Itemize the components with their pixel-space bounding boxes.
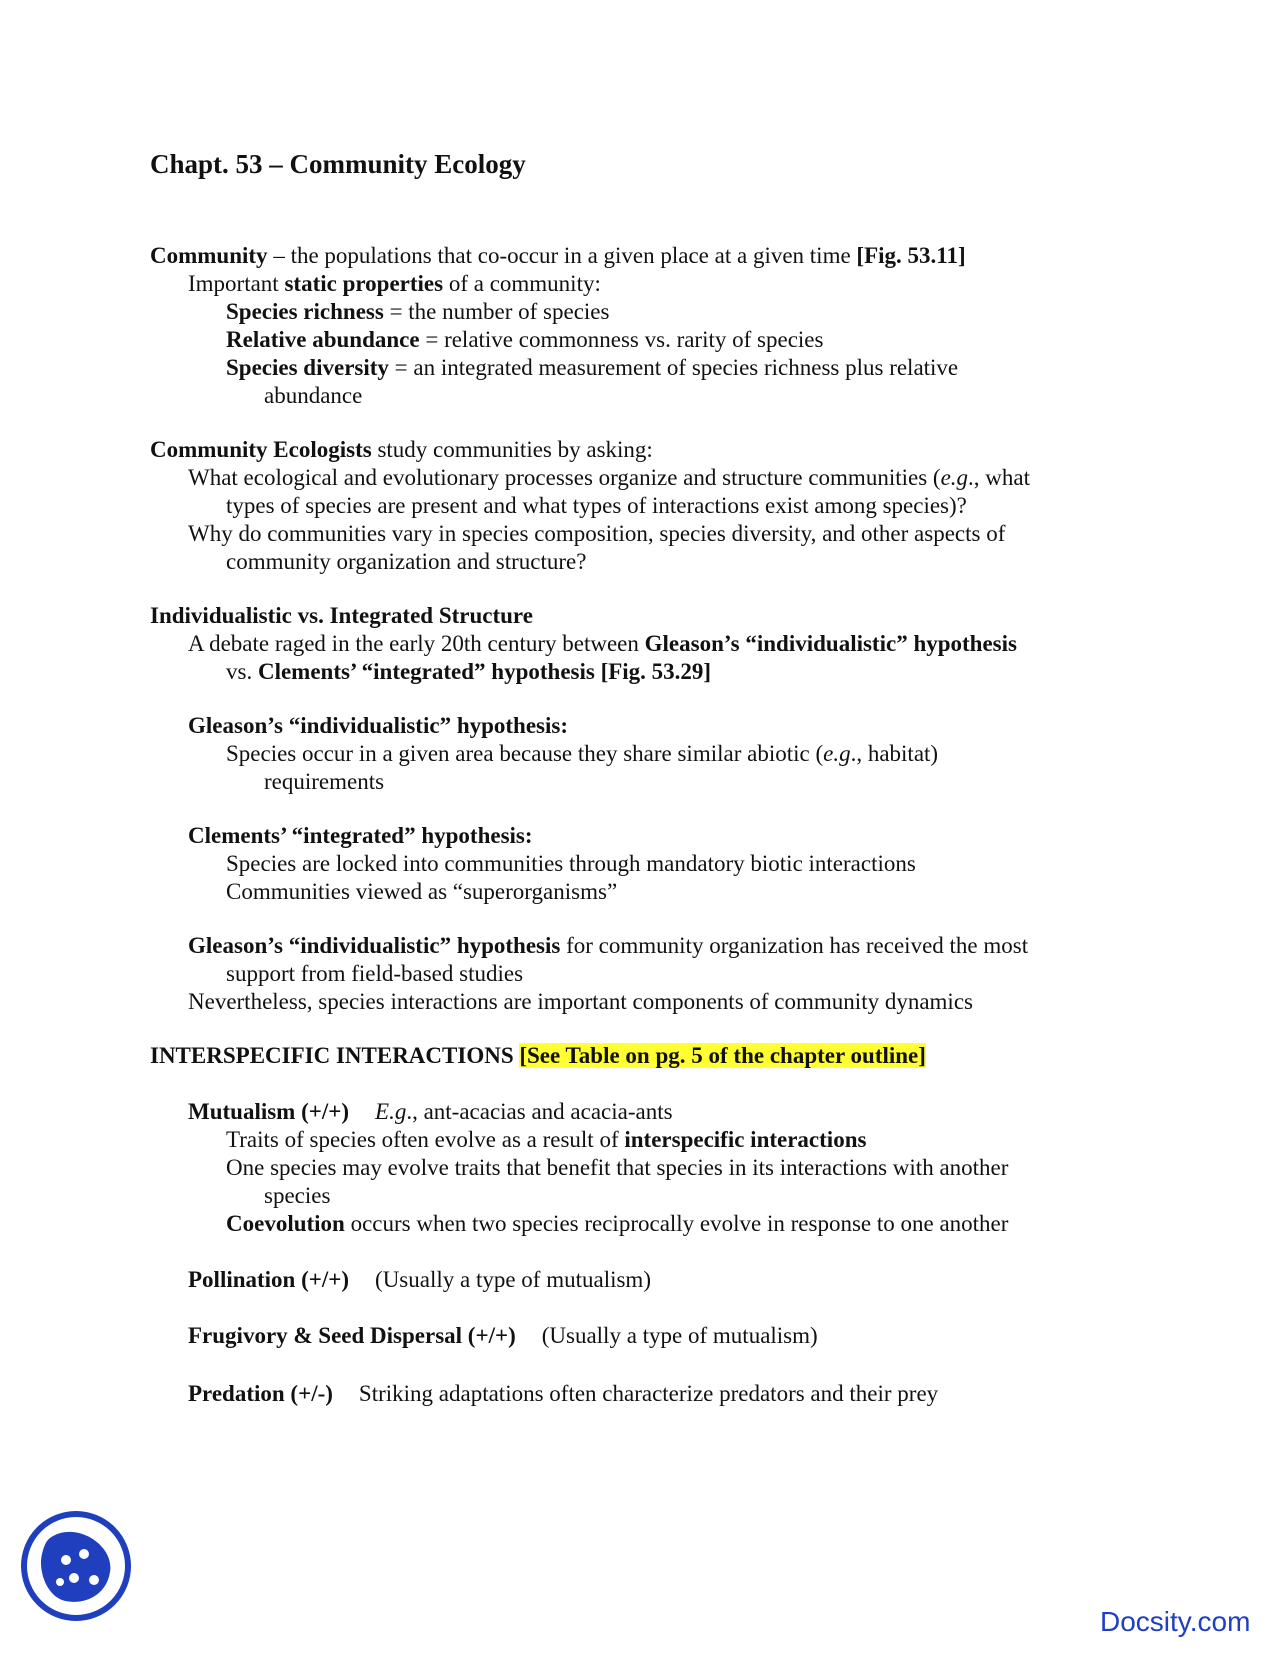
coevolution-line: Coevolution occurs when two species reciprocally evolve in response to one another — [226, 1211, 1009, 1236]
clements-point-2: Communities viewed as “superorganisms” — [226, 879, 618, 904]
question-1: What ecological and evolutionary processes organize and structure communities (e.g., what — [188, 465, 1031, 490]
section-heading-structure: Individualistic vs. Integrated Structure — [150, 603, 533, 628]
question-1-cont: types of species are present and what types of interactions exist among species)? — [226, 493, 967, 518]
species-diversity-term: Species diversity — [226, 355, 389, 380]
community-def: – the populations that co-occur in a given place at a given time — [267, 243, 857, 268]
docsity-brand-link[interactable]: Docsity.com — [1100, 1606, 1251, 1637]
pollination-line: Pollination (+/+) (Usually a type of mutualism) — [188, 1267, 651, 1292]
community-definition — [150, 242, 966, 270]
frugivory-term: Frugivory & Seed Dispersal (+/+) — [188, 1323, 516, 1348]
page-title: Chapt. 53 – Community Ecology — [150, 149, 526, 179]
gleason-point-1: Species occur in a given area because they share similar abiotic (e.g., habitat) — [226, 741, 939, 766]
predation-term: Predation (+/-) — [188, 1381, 333, 1406]
mutualism-line: Mutualism (+/+) E.g., ant-acacias and acacia-ants — [188, 1099, 673, 1124]
debate-line: A debate raged in the early 20th century between Gleason’s “individualistic” hypothesis — [188, 631, 1017, 656]
predation-line: Predation (+/-) Striking adaptations often characterize predators and their prey — [188, 1381, 939, 1406]
frugivory-line: Frugivory & Seed Dispersal (+/+) (Usually a type of mutualism) — [188, 1323, 818, 1348]
gleason-point-1-cont: requirements — [264, 769, 385, 794]
mutualism-term: Mutualism (+/+) — [188, 1099, 350, 1124]
ecologists-term: Community Ecologists — [150, 437, 372, 462]
clements-point-1: Species are locked into communities through mandatory biotic interactions — [226, 851, 916, 876]
community-fig-ref: [Fig. 53.11] — [856, 243, 966, 268]
one-species-cont: species — [264, 1183, 331, 1208]
relative-abundance-term: Relative abundance — [226, 327, 420, 352]
static-properties-line: Important static properties of a community: — [188, 271, 601, 296]
community-term: Community — [150, 243, 268, 268]
clements-heading: Clements’ “integrated” hypothesis: — [188, 823, 533, 848]
ecologists-intro: Community Ecologists study communities by asking: — [150, 437, 653, 462]
species-diversity-cont: abundance — [264, 383, 363, 408]
relative-abundance-line: Relative abundance = relative commonness vs. rarity of species — [226, 327, 824, 352]
question-2-cont: community organization and structure? — [226, 549, 587, 574]
question-2: Why do communities vary in species composition, species diversity, and other aspects of — [188, 521, 1006, 546]
pollination-term: Pollination (+/+) — [188, 1267, 350, 1292]
nevertheless-line: Nevertheless, species interactions are important components of community dynamics — [188, 989, 973, 1014]
traits-line: Traits of species often evolve as a result of interspecific interactions — [226, 1127, 867, 1152]
species-diversity-line: Species diversity = an integrated measurement of species richness plus relative — [226, 355, 959, 380]
section-heading-interactions: INTERSPECIFIC INTERACTIONS [See Table on pg. 5 of the chapter outline] — [150, 1043, 926, 1068]
gleason-heading: Gleason’s “individualistic” hypothesis: — [188, 713, 569, 738]
static-properties-term: static properties — [284, 271, 444, 296]
docsity-logo-icon[interactable] — [20, 1510, 132, 1622]
species-richness-term: Species richness — [226, 299, 384, 324]
debate-line-cont: vs. Clements’ “integrated” hypothesis [Fig. 53.29] — [226, 659, 712, 684]
support-line: Gleason’s “individualistic” hypothesis for community organization has received the most — [188, 933, 1029, 958]
species-richness-line: Species richness = the number of species — [226, 299, 610, 324]
support-line-cont: support from field-based studies — [226, 961, 524, 986]
coevolution-term: Coevolution — [226, 1211, 345, 1236]
one-species-line: One species may evolve traits that benefit that species in its interactions with another — [226, 1155, 1009, 1180]
table-reference-highlight: [See Table on pg. 5 of the chapter outline] — [519, 1043, 926, 1068]
